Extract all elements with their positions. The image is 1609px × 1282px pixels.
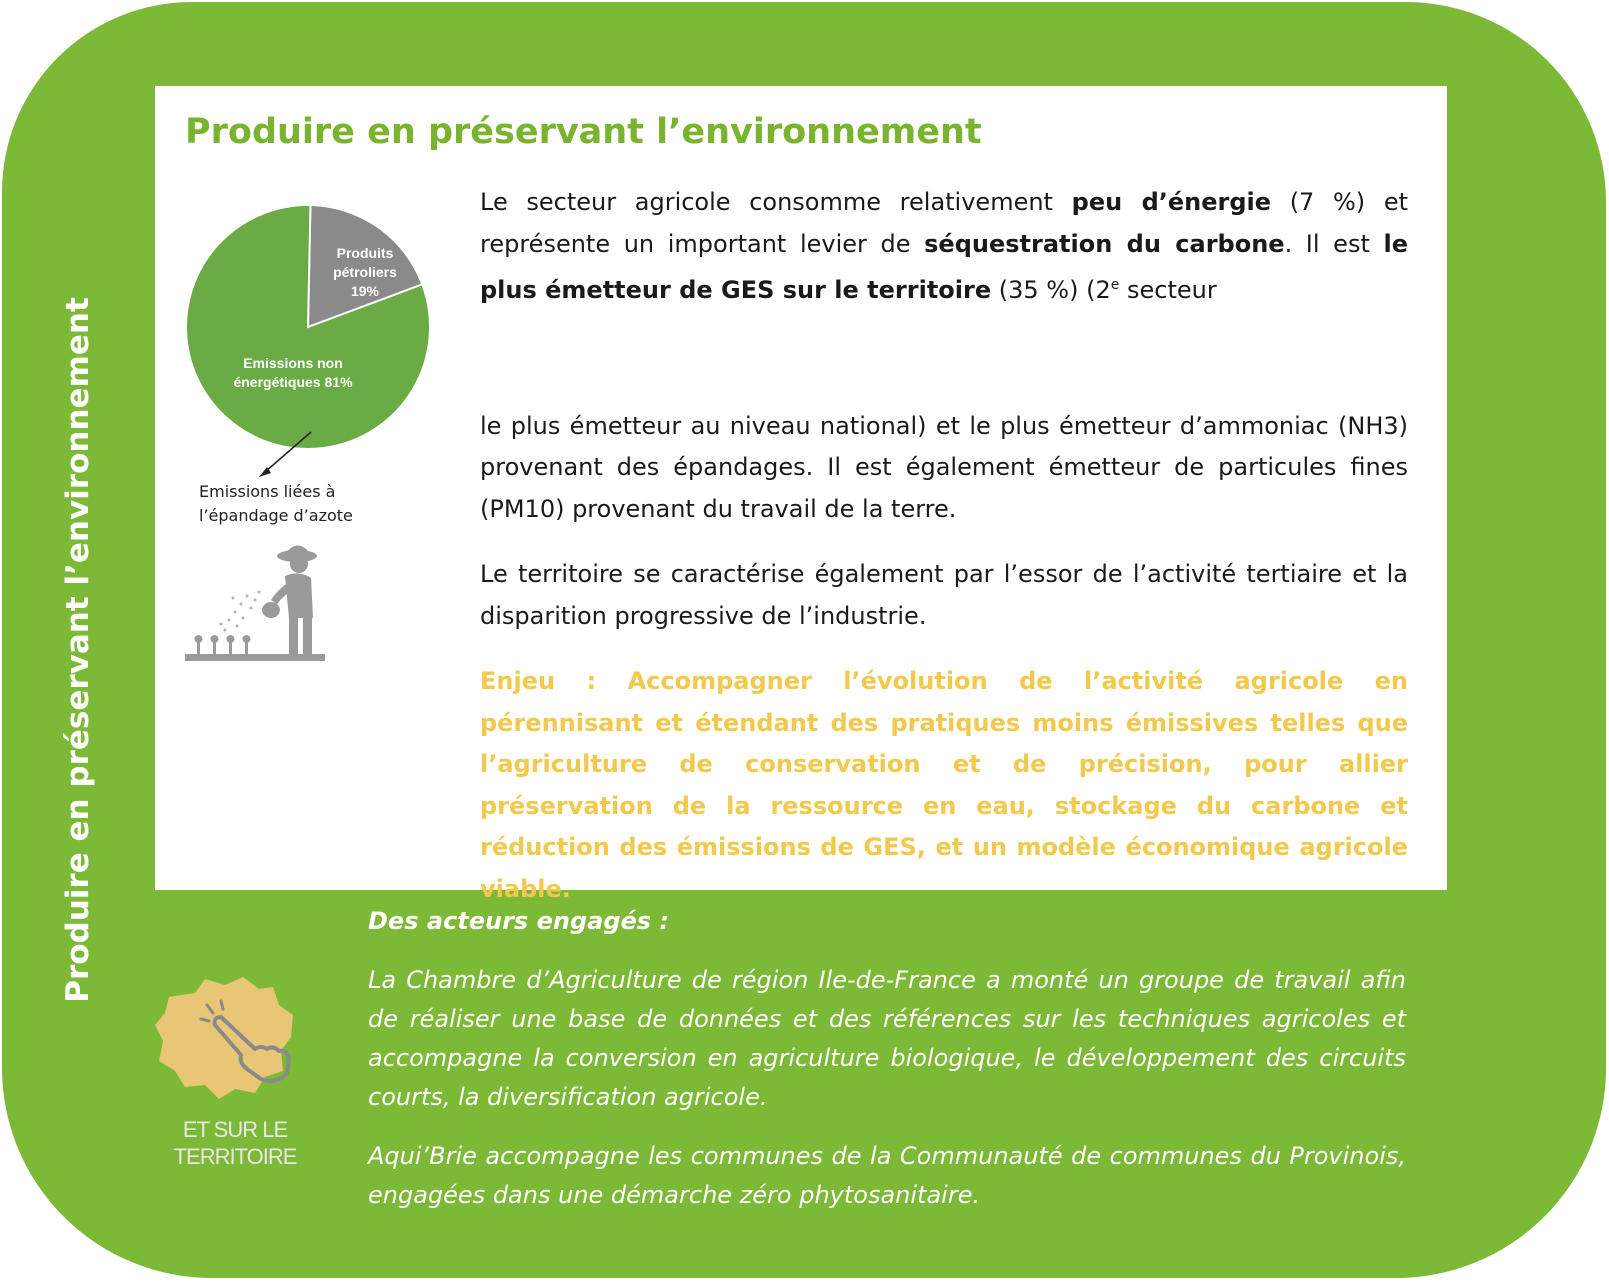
content-panel [155,86,1447,903]
bold-run: séquestration du carbone [924,229,1285,258]
actors-heading: Des acteurs engagés : [368,907,670,935]
superscript: e [1110,277,1120,293]
actors-section [368,902,1406,1215]
territory-caption-line: ET SUR LE [182,1117,288,1142]
pie-slice-label: énergétiques 81% [233,374,353,390]
side-title: Produire en préservant l’environnement [60,297,96,1003]
enjeu-text: Enjeu : Accompagner l’évolution de l’activité agricole en pérennisant et étendant des pratiques moins émissives telles que l’agriculture de conservation et de précision, pour allier préservation de la ressource en eau, stockage du carbone et réduction des émissions de GES, et un modèle économique agricole viable. [480,667,1408,903]
paragraph-intro [480,182,1408,312]
arrow-icon [255,430,315,480]
farmer-sowing-icon [185,538,335,668]
pie-slice-label: Emissions non [243,355,343,371]
pie-slice-label: Produits [336,245,394,261]
actors-paragraph: La Chambre d’Agriculture de région Ile-de-France a monté un groupe de travail afin de réaliser une base de données et des références sur les techniques agricoles et accompagne la conversion en agriculture biologique, le développement des circuits courts, la diversification agricole. [368,966,1406,1111]
text-run: . Il est [1284,229,1384,258]
bold-run: peu d’énergie [1071,188,1272,216]
pie-annotation [199,480,353,528]
panel-title: Produire en préservant l’environnement [185,112,982,152]
pie-annotation-line: l’épandage d’azote [199,506,353,525]
text-run: secteur [1119,276,1217,304]
territory-caption-line: TERRITOIRE [173,1144,297,1169]
paragraph-emissions: le plus émetteur au niveau national) et le plus émetteur d’ammoniac (NH3) provenant des épandages. Il est également émetteur de particules fines (PM10) provenant du travail de la terre. [480,411,1408,523]
pie-annotation-line: Emissions liées à [199,482,336,501]
pie-slice-label: pétroliers [333,264,397,280]
text-run: (7 %) et représente un important levier de [480,188,1408,258]
territory-map-hand-icon [155,975,305,1105]
bold-run: le plus émetteur de GES sur le territoire [480,229,1408,304]
main-text [480,182,1408,910]
text-run: Le secteur agricole consomme relativement [480,188,1072,216]
text-run: (35 %) (2 [991,276,1111,304]
territory-caption [160,1116,310,1170]
paragraph-territory: Le territoire se caractérise également par l’essor de l’activité tertiaire et la disparition progressive de l’industrie. [480,560,1408,630]
pie-slice-label: 19% [350,283,380,299]
energy-pie-chart [181,200,435,454]
actors-paragraph: Aqui’Brie accompagne les communes de la Communauté de communes du Provinois, engagées dans une démarche zéro phytosanitaire. [368,1142,1406,1209]
